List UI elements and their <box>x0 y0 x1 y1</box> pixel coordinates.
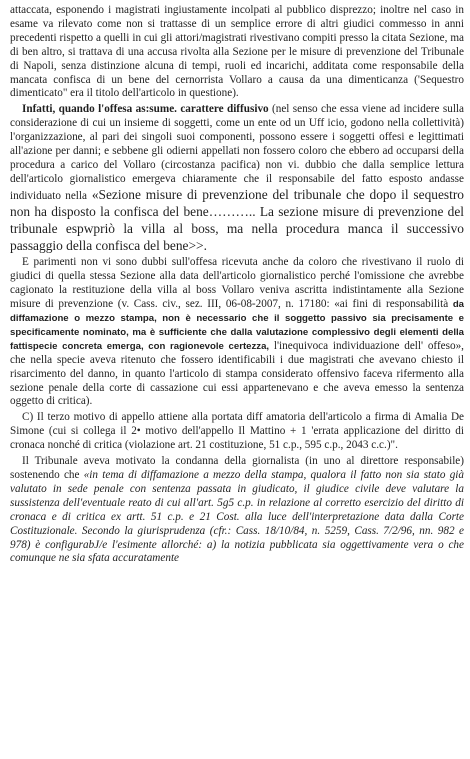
paragraph-3-end: l'inequivoca individuazione dell' offeso», che nella specie aveva ritenuto che fossero identificabili i due magistrati che avevano chiesto il risarcimento del danno, in quanto l'articolo di stampa considerato offensivo faceva rifermento alla sezione penale della corte di cassazione cui essi appartenevano e che aveva emesso la sentenza oggetto di critica). <box>10 339 464 408</box>
paragraph-1 <box>10 4 464 101</box>
paragraph-5-lead: Il Tribunale aveva motivato la condanna della giornalista (in uno al direttore responsabile) sostenendo che <box>10 455 464 481</box>
paragraph-4-text: C) Il terzo motivo di appello attiene alla portata diff amatoria dell'articolo a firma di Amalia De Simone (cui si collega il 2• motivo dell'appello Il Mattino + 1 'errata applicazione del diritto di cronaca nonché di critica (violazione art. 21 costituzione, 51 c.p., 595 c.p., 2043 c.c.)". <box>10 411 464 452</box>
paragraph-2 <box>10 103 464 254</box>
paragraph-5 <box>10 455 464 566</box>
paragraph-2-quote-a: «Sezione misure di prevenzione del tribunale <box>86 186 342 202</box>
paragraph-2-text: (nel senso che essa viene ad incidere sulla considerazione di cui un insieme di soggetti, come un ente od un Uff icio, godono nella collettività) l'organizzazione, al pari dei singoli suoi componenti, possono essere i soggetti offesi e legittimati all'azione per danni; e sebbene gli odierni appellati non fossero coloro che ebbero ad occuparsi della procedura a carico del Vollaro (circostanza pacifica) non vi. dubbio che dalla semplice lettura dell'articolo giornalistico emergeva chiaramente che il responsabile del fatto esposto andasse individuato nella <box>10 103 465 202</box>
paragraph-3 <box>10 256 464 409</box>
paragraph-2-quote-b: che dopo il sequestro non ha disposto la confisca del bene……….. La sezione misure di prevenzione del tribunale espwpriò la villa al boss, ma nella procedura manca il successivo passaggio della confisca del bene>>. <box>10 186 464 253</box>
paragraph-3-text: E parimenti non vi sono dubbi sull'offesa ricevuta anche da coloro che rivestivano il ruolo di giudici di quella stessa Sezione alla data dell'articolo giornalistico perché l'omissione che avrebbe cagionato la restituzione della villa al boss Vollaro veniva ascritta indistintamente alla Sezione misure di prevenzione (v. Cass. civ., sez. III, 06-08-2007, n. 17180: «ai fini di responsabilità <box>10 256 464 311</box>
paragraph-1-text: attaccata, esponendo i magistrati ingiustamente incolpati al pubblico disprezzo; inoltre nel caso in esame va rilevato come non si trattasse di un semplice errore di altri giudici commesso in anni precedenti rispetto a quelli in cui gli attori/magistrati rivestivano compiti presso la citata Sezione, ma di ben altro, si trattava di una accusa rivolta alla Sezione per le misure di prevenzione del Tribunale di Napoli, senza distinzione alcuna di tempi, ruoli ed incarichi, additata come responsabile della mancata confisca di un bene del cernorrista Vollaro a causa da una dimenticanza ('Sequestro dimenticato" era il titolo dell'articolo in questione). <box>10 4 464 100</box>
paragraph-2-lead: Infatti, quando l'offesa as:sume. carattere diffusivo <box>22 103 269 116</box>
paragraph-3-bold-quote: da diffamazione o mezzo stampa, non è necessario che il soggetto passivo sia precisamente e specificamente nominato, ma è sufficiente che dalla valutazione complessivo degli elementi della fattispecie concreta emerga, con ragionevole certezza, <box>10 299 465 352</box>
paragraph-4 <box>10 411 464 453</box>
paragraph-5-quote: «in tema di diffamazione a mezzo della stampa, qualora il fatto non sia stato già valutato in sede penale con sentenza passata in giudicato, il giudice civile deve valutare la sussistenza dell'eventuale reato di cui all'art. 5g5 c.p. in relazione al corretto esercizio del diritto di cronaca e di critica ex artt. 51 c.p. e 21 Cost. alla luce dell'interpretazione data dalla Corte Costituzionale. Secondo la giurisprudenza (cfr.: Cass. 18/10/84, n. 5259, Cass. 7/2/96, nn. 982 e 978) è configurabJ/e l'esimente allorché: a) la notizia pubblicata sia oggettivamente vera o che comunque ne sia sfata accuratamente <box>10 469 464 565</box>
